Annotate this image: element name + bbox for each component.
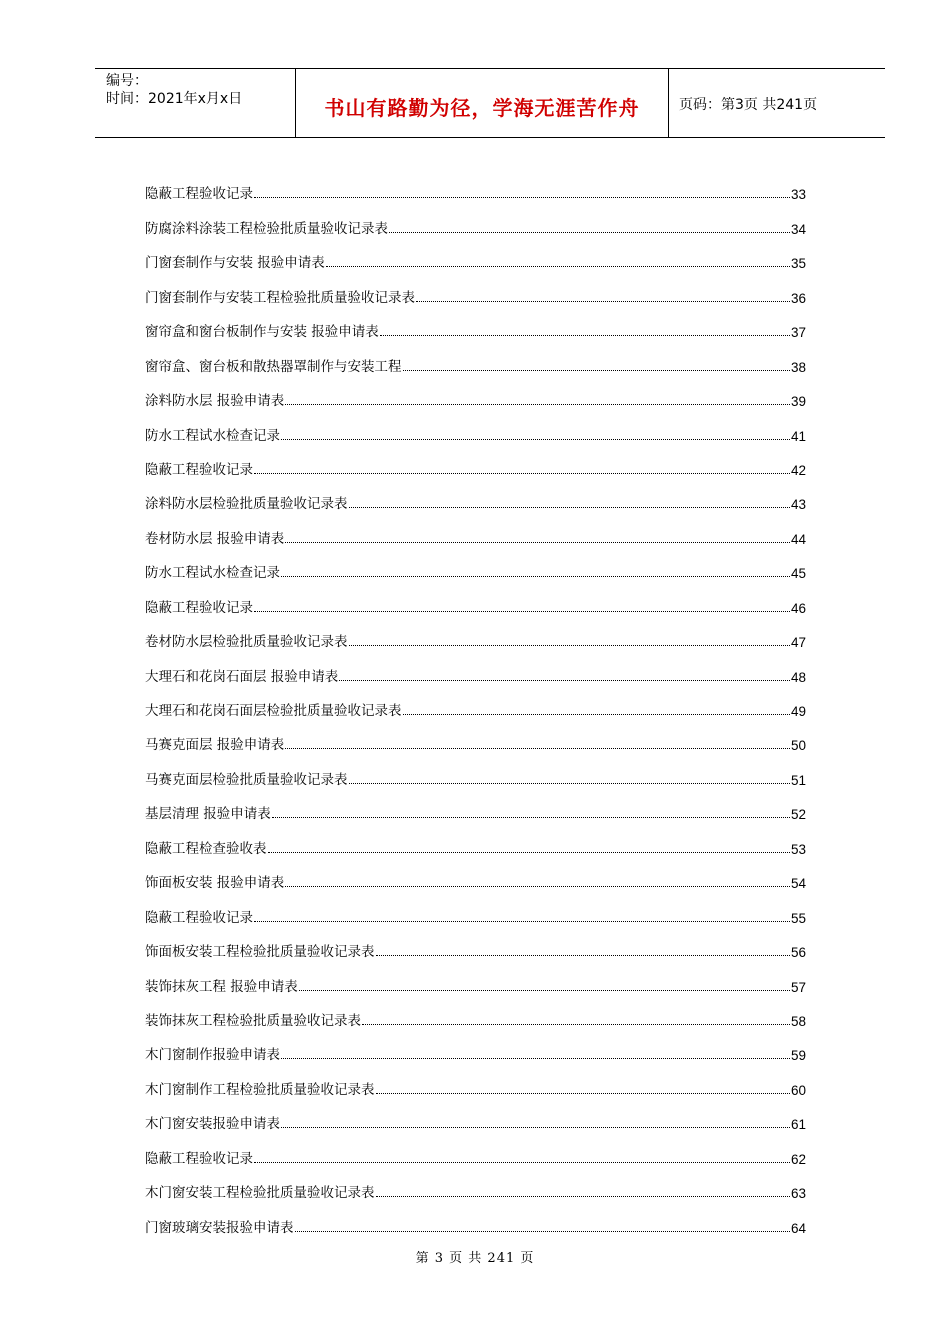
toc-entry[interactable] [145,444,806,478]
toc-entry-title: 门窗套制作与安装 报验申请表 [145,255,325,272]
toc-entry[interactable] [145,753,806,787]
toc-dot-leader [349,783,790,784]
document-number-label: 编号： [106,73,148,89]
toc-entry-page-number: 53 [790,841,806,857]
toc-entry-page-number: 33 [790,187,806,203]
toc-entry-page-number: 36 [790,290,806,306]
toc-dot-leader [376,955,790,956]
toc-entry[interactable] [145,478,806,512]
toc-entry-page-number: 63 [790,1186,806,1202]
toc-entry-title: 隐蔽工程验收记录 [145,599,253,616]
toc-dot-leader [349,507,790,508]
toc-entry-title: 隐蔽工程验收记录 [145,909,253,926]
toc-dot-leader [389,232,790,233]
toc-dot-leader [376,1093,790,1094]
toc-entry-title: 隐蔽工程验收记录 [145,461,253,478]
toc-entry-title: 门窗玻璃安装报验申请表 [145,1219,294,1236]
toc-entry-page-number: 43 [790,497,806,513]
toc-entry[interactable] [145,891,806,925]
toc-entry-title: 窗帘盒、窗台板和散热器罩制作与安装工程 [145,358,402,375]
toc-entry[interactable] [145,512,806,546]
toc-entry[interactable] [145,237,806,271]
toc-entry-page-number: 38 [790,359,806,375]
toc-dot-leader [349,645,790,646]
toc-entry-page-number: 37 [790,325,806,341]
toc-entry-title: 装饰抹灰工程 报验申请表 [145,978,298,995]
toc-entry[interactable] [145,926,806,960]
toc-entry-title: 大理石和花岗石面层检验批质量验收记录表 [145,703,402,719]
toc-entry-title: 木门窗安装报验申请表 [145,1116,280,1133]
toc-dot-leader [285,886,790,887]
toc-entry-page-number: 50 [790,738,806,754]
toc-entry[interactable] [145,685,806,719]
toc-dot-leader [339,680,790,681]
toc-entry-page-number: 44 [790,531,806,547]
toc-entry-title: 隐蔽工程验收记录 [145,186,253,203]
toc-entry[interactable] [145,960,806,994]
toc-entry-title: 木门窗制作报验申请表 [145,1047,280,1064]
toc-dot-leader [295,1231,790,1232]
toc-entry[interactable] [145,1029,806,1063]
toc-entry-page-number: 46 [790,600,806,616]
toc-entry-page-number: 54 [790,876,806,892]
toc-dot-leader [376,1196,790,1197]
toc-dot-leader [403,714,790,715]
toc-dot-leader [281,439,790,440]
toc-entry[interactable] [145,271,806,305]
toc-entry[interactable] [145,616,806,650]
toc-dot-leader [403,370,790,371]
toc-entry-page-number: 61 [790,1117,806,1133]
table-of-contents [145,168,806,1236]
toc-entry[interactable] [145,1132,806,1166]
toc-dot-leader [281,1127,790,1128]
page-footer: 第 3 页 共 241 页 [415,1251,535,1266]
toc-entry[interactable] [145,168,806,202]
toc-dot-leader [281,1058,790,1059]
toc-entry-page-number: 34 [790,221,806,237]
toc-entry-title: 木门窗制作工程检验批质量验收记录表 [145,1081,375,1098]
toc-entry-page-number: 58 [790,1013,806,1029]
toc-entry-title: 卷材防水层 报验申请表 [145,530,285,547]
toc-entry-title: 隐蔽工程验收记录 [145,1150,253,1167]
toc-entry-title: 装饰抹灰工程检验批质量验收记录表 [145,1012,361,1029]
toc-dot-leader [285,542,790,543]
toc-entry-page-number: 59 [790,1048,806,1064]
toc-entry[interactable] [145,719,806,753]
toc-entry-page-number: 60 [790,1082,806,1098]
document-header [95,68,885,138]
toc-entry-page-number: 57 [790,979,806,995]
header-motto: 书山有路勤为径，学海无涯苦作舟 [324,96,640,120]
toc-entry-page-number: 42 [790,462,806,478]
toc-entry-title: 木门窗安装工程检验批质量验收记录表 [145,1185,375,1202]
toc-entry-title: 卷材防水层检验批质量验收记录表 [145,634,348,651]
toc-entry[interactable] [145,306,806,340]
toc-entry-title: 饰面板安装 报验申请表 [145,875,285,892]
toc-entry-page-number: 64 [790,1220,806,1236]
toc-entry-page-number: 49 [790,704,806,719]
toc-entry-page-number: 52 [790,807,806,823]
toc-entry-page-number: 56 [790,945,806,961]
toc-entry[interactable] [145,995,806,1029]
toc-entry[interactable] [145,409,806,443]
toc-entry[interactable] [145,857,806,891]
toc-entry-page-number: 41 [790,428,806,444]
toc-dot-leader [285,404,790,405]
toc-dot-leader [362,1024,790,1025]
header-motto-cell [296,69,669,137]
toc-dot-leader [281,576,790,577]
toc-entry-page-number: 62 [790,1151,806,1167]
toc-entry-title: 门窗套制作与安装工程检验批质量验收记录表 [145,289,415,306]
toc-entry-page-number: 51 [790,772,806,788]
toc-entry[interactable] [145,822,806,856]
toc-entry-page-number: 47 [790,635,806,651]
toc-dot-leader [268,852,790,853]
header-meta-cell [95,69,296,137]
header-page-info: 页码：第3页 共241页 [679,97,818,113]
toc-entry-title: 基层清理 报验申请表 [145,806,271,823]
toc-entry[interactable] [145,581,806,615]
toc-entry[interactable] [145,650,806,684]
toc-dot-leader [254,473,790,474]
toc-dot-leader [326,266,790,267]
toc-entry[interactable] [145,788,806,822]
toc-entry-title: 马赛克面层检验批质量验收记录表 [145,771,348,788]
toc-entry-page-number: 48 [790,669,806,685]
toc-entry[interactable] [145,202,806,236]
toc-dot-leader [254,197,790,198]
toc-dot-leader [254,611,790,612]
toc-entry-title: 涂料防水层 报验申请表 [145,393,285,410]
header-page-cell [669,69,885,137]
toc-entry-page-number: 35 [790,256,806,272]
toc-dot-leader [380,335,790,336]
document-time-label: 时间：2021年x月x日 [106,91,243,107]
toc-dot-leader [299,990,790,991]
toc-entry-title: 防水工程试水检查记录 [145,565,280,582]
toc-entry-title: 涂料防水层检验批质量验收记录表 [145,496,348,513]
toc-entry-title: 防水工程试水检查记录 [145,427,280,444]
toc-entry[interactable] [145,375,806,409]
toc-entry[interactable] [145,547,806,581]
toc-dot-leader [254,1162,790,1163]
toc-entry-title: 饰面板安装工程检验批质量验收记录表 [145,944,375,961]
toc-dot-leader [272,817,790,818]
toc-entry-title: 窗帘盒和窗台板制作与安装 报验申请表 [145,324,379,341]
toc-entry-page-number: 55 [790,910,806,926]
toc-entry-title: 马赛克面层 报验申请表 [145,737,285,754]
toc-dot-leader [416,301,790,302]
toc-entry[interactable] [145,1167,806,1201]
toc-entry-title: 大理石和花岗石面层 报验申请表 [145,668,339,685]
toc-entry[interactable] [145,340,806,374]
toc-entry-title: 防腐涂料涂装工程检验批质量验收记录表 [145,220,388,237]
toc-dot-leader [285,748,790,749]
toc-entry[interactable] [145,1098,806,1132]
toc-entry-title: 隐蔽工程检查验收表 [145,840,267,857]
toc-entry[interactable] [145,1201,806,1235]
toc-dot-leader [254,921,790,922]
toc-entry-page-number: 39 [790,394,806,410]
toc-entry-page-number: 45 [790,566,806,582]
toc-entry[interactable] [145,1063,806,1097]
